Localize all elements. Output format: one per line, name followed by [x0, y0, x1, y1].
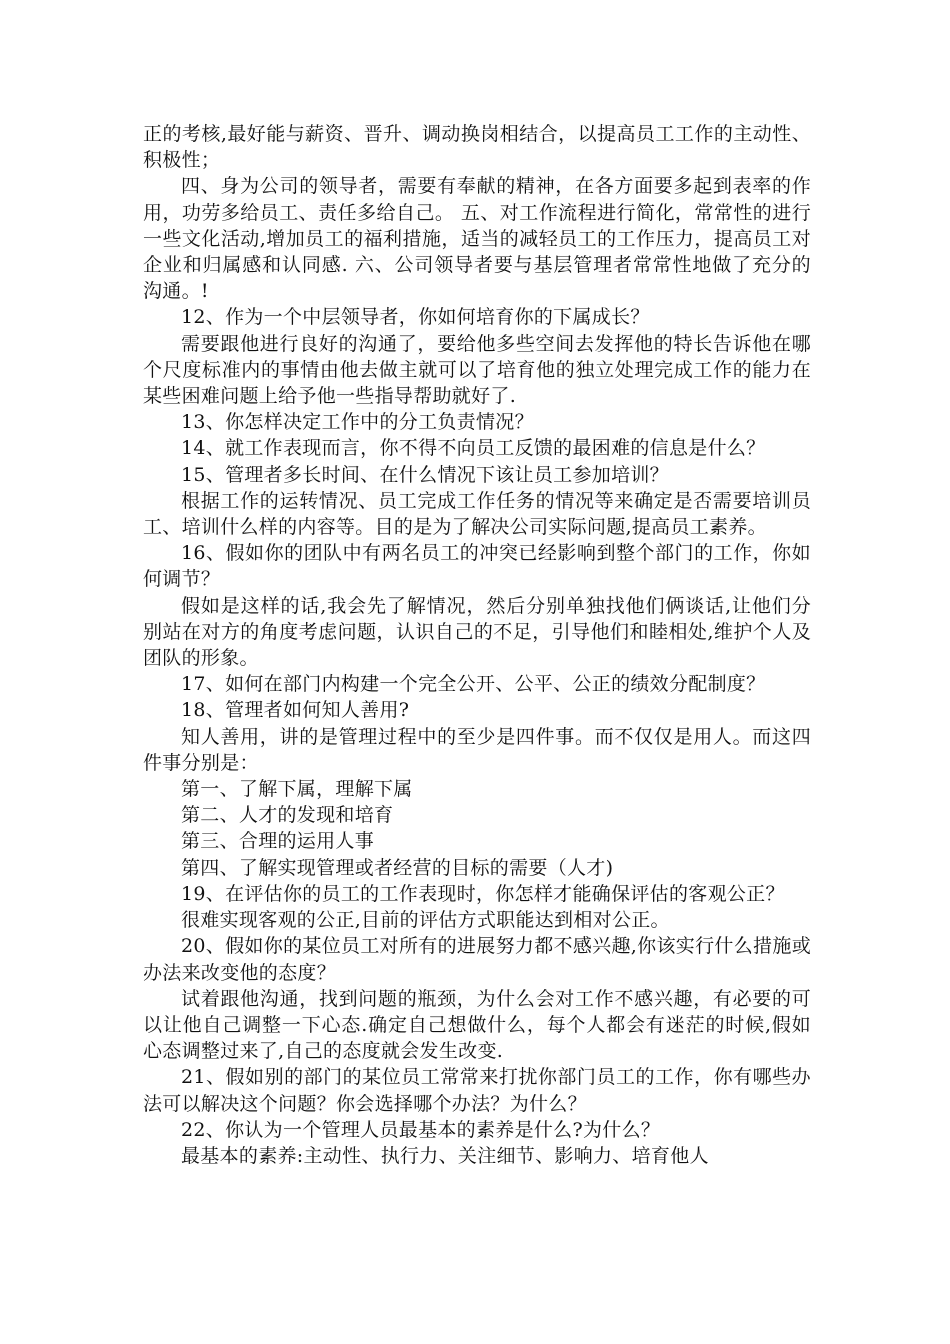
question-16: 16、假如你的团队中有两名员工的冲突已经影响到整个部门的工作，你如何调节？	[143, 542, 811, 591]
document-body	[143, 121, 811, 1169]
question-18: 18、管理者如何知人善用?	[181, 699, 410, 722]
list-item: 第二、人才的发现和培育	[181, 804, 394, 827]
answer-15: 根据工作的运转情况、员工完成工作任务的情况等来确定是否需要培训员工、培训什么样的内容等。目的是为了解决公司实际问题,提高员工素养。	[143, 489, 811, 539]
paragraph: 四、身为公司的领导者，需要有奉献的精神，在各方面要多起到表率的作用，功劳多给员工、责任多给自己。 五、对工作流程进行简化，常常性的进行一些文化活动,增加员工的福利措施，适当的减轻员工的工作压力，提高员工对企业和归属感和认同感. 六、公司领导者要与基层管理者常常性地做了充分的沟通。!	[143, 175, 811, 303]
answer-18: 知人善用，讲的是管理过程中的至少是四件事。而不仅仅是用人。而这四件事分别是：	[143, 725, 811, 774]
list-item: 第三、合理的运用人事	[181, 830, 375, 853]
question-17: 17、如何在部门内构建一个完全公开、公平、公正的绩效分配制度？	[181, 673, 766, 696]
question-15: 15、管理者多长时间、在什么情况下该让员工参加培训？	[181, 463, 669, 486]
question-14: 14、就工作表现而言，你不得不向员工反馈的最困难的信息是什么？	[181, 437, 766, 460]
question-12: 12、作为一个中层领导者，你如何培育你的下属成长？	[181, 306, 650, 329]
question-22: 22、你认为一个管理人员最基本的素养是什么?为什么？	[181, 1118, 661, 1141]
answer-20: 试着跟他沟通，找到问题的瓶颈，为什么会对工作不感兴趣，有必要的可以让他自己调整一下心态.确定自己想做什么，每个人都会有迷茫的时候,假如心态调整过来了,自己的态度就会发生改变.	[143, 987, 811, 1063]
answer-22: 最基本的素养:主动性、执行力、关注细节、影响力、培育他人	[181, 1144, 709, 1167]
question-21: 21、假如别的部门的某位员工常常来打扰你部门员工的工作，你有哪些办法可以解决这个问题？你会选择哪个办法？为什么？	[143, 1066, 811, 1115]
question-13: 13、你怎样决定工作中的分工负责情况？	[181, 411, 534, 434]
list-item: 第一、了解下属，理解下属	[181, 778, 413, 801]
answer-19: 很难实现客观的公正,目前的评估方式职能达到相对公正。	[181, 909, 670, 932]
paragraph: 正的考核,最好能与薪资、晋升、调动换岗相结合，以提高员工工作的主动性、积极性；	[143, 123, 811, 172]
question-20: 20、假如你的某位员工对所有的进展努力都不感兴趣,你该实行什么措施或办法来改变他的态度？	[143, 935, 811, 984]
answer-12: 需要跟他进行良好的沟通了，要给他多些空间去发挥他的特长告诉他在哪个尺度标准内的事情由他去做主就可以了培育他的独立处理完成工作的能力在某些困难问题上给予他一些指导帮助就好了.	[143, 332, 811, 408]
question-19: 19、在评估你的员工的工作表现时，你怎样才能确保评估的客观公正？	[181, 882, 785, 905]
answer-16: 假如是这样的话,我会先了解情况，然后分别单独找他们俩谈话,让他们分别站在对方的角度考虑问题，认识自己的不足，引导他们和睦相处,维护个人及团队的形象。	[143, 594, 811, 670]
list-item: 第四、了解实现管理或者经营的目标的需要（人才)	[181, 856, 614, 879]
